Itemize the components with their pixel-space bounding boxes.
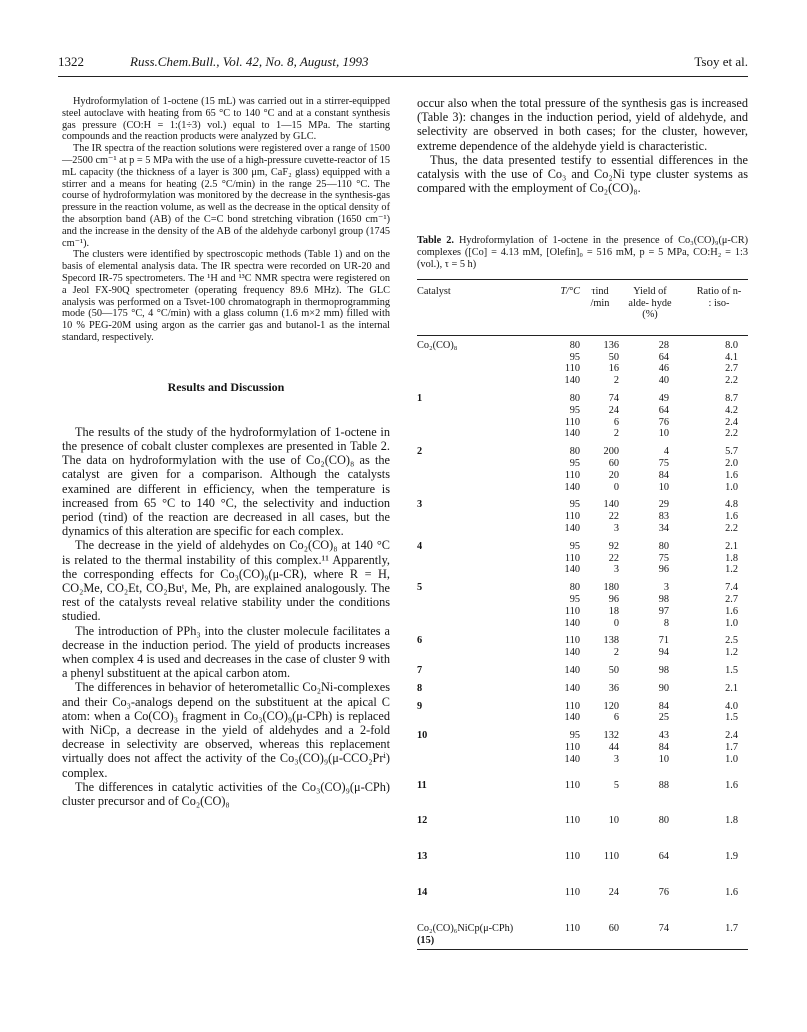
ratio-cell: 1.6	[725, 886, 738, 898]
temperature-cell: 140	[564, 664, 580, 676]
induction-cell: 110	[603, 851, 619, 863]
catalyst-cell: 13	[417, 851, 428, 863]
catalyst-cell: 10	[417, 730, 428, 742]
yield-cell: 29	[658, 499, 669, 511]
induction-cell: 60	[608, 922, 619, 934]
ratio-cell: 1.0	[725, 753, 738, 765]
yield-cell: 88	[658, 779, 669, 791]
induction-cell: 2	[613, 428, 619, 440]
ratio-cell: 7.4	[725, 582, 738, 594]
table-row	[417, 683, 748, 695]
induction-cell: 10	[608, 815, 619, 827]
catalyst-cell: 14	[417, 886, 428, 898]
temperature-cell: 140	[564, 753, 580, 765]
induction-cell: 22	[608, 552, 619, 564]
table-row	[417, 499, 748, 511]
catalyst-cell: 2	[417, 446, 423, 458]
temperature-cell: 110	[564, 552, 580, 564]
ratio-cell: 5.7	[725, 446, 738, 458]
catalyst-cell: 3	[417, 499, 423, 511]
yield-cell: 98	[658, 664, 669, 676]
header-catalyst: Catalyst	[417, 285, 451, 297]
temperature-cell: 110	[564, 605, 580, 617]
table-row	[417, 470, 748, 482]
table-row	[417, 564, 748, 576]
table-row	[417, 606, 748, 618]
induction-cell: 74	[608, 393, 619, 404]
group-spacer	[417, 899, 748, 923]
yield-cell: 64	[658, 351, 669, 363]
table-row	[417, 742, 748, 754]
section-title: Results and Discussion	[167, 379, 285, 394]
ratio-cell: 1.0	[725, 481, 738, 493]
table-row	[417, 780, 748, 792]
yield-cell: 10	[658, 753, 669, 765]
yield-cell: 97	[658, 605, 669, 617]
induction-cell: 24	[608, 886, 619, 898]
yield-cell: 98	[658, 593, 669, 605]
ratio-cell: 1.6	[725, 779, 738, 791]
ratio-cell: 2.4	[725, 730, 738, 742]
ratio-cell: 1.6	[725, 605, 738, 617]
temperature-cell: 95	[569, 351, 580, 363]
temperature-cell: 140	[564, 375, 580, 387]
induction-cell: 24	[608, 404, 619, 416]
table-row	[417, 417, 748, 429]
header-ratio: Ratio of n- : iso-	[696, 285, 742, 309]
table-row	[417, 482, 748, 494]
induction-cell: 120	[603, 700, 619, 712]
yield-cell: 64	[658, 404, 669, 416]
temperature-cell: 80	[569, 393, 580, 404]
table-caption	[417, 235, 748, 270]
ratio-cell: 1.0	[725, 617, 738, 629]
yield-cell: 76	[658, 886, 669, 898]
table-row	[417, 553, 748, 565]
catalyst-cell: 6	[417, 635, 423, 647]
experimental-paragraph-2: The IR spectra of the reaction solutions were registered over a range of 1500—2500 cm⁻¹ at p = 5 MPa with the use of a high-pressure cuvette-reactor of 15 mL capacity (the thickness of a layer is 300 μm, CaF₂ glass) equipped with a stirrer and a means for heating (2.5 °C/min) in the range 25—110 °C. The course of hydroformylation was monitored by the decrease in the synthesis-gas pressure in the reaction volume, as well as the decrease in the optical density of the absorption band (AB) of the C=C bond stretching vibration (1650 cm⁻¹) and the increase in the density of the AB of the aldehyde carbonyl group (1745 cm⁻¹).	[62, 143, 391, 249]
induction-cell: 6	[613, 712, 619, 724]
ratio-cell: 2.5	[725, 635, 738, 647]
header-yield: Yield of alde- hyde (%)	[628, 285, 672, 321]
temperature-cell: 110	[564, 511, 580, 523]
table-row	[417, 665, 748, 677]
induction-cell: 180	[603, 582, 619, 594]
induction-cell: 5	[613, 779, 619, 791]
induction-cell: 2	[613, 375, 619, 387]
table-label: Table 2.	[417, 235, 454, 247]
induction-cell: 2	[613, 647, 619, 659]
temperature-cell: 110	[564, 851, 580, 863]
ratio-cell: 1.9	[725, 851, 738, 863]
temperature-cell: 110	[564, 886, 580, 898]
table-row	[417, 458, 748, 470]
yield-cell: 46	[658, 363, 669, 375]
temperature-cell: 140	[564, 647, 580, 659]
table-row	[417, 405, 748, 417]
yield-cell: 75	[658, 552, 669, 564]
induction-cell: 136	[603, 339, 619, 351]
group-spacer	[417, 791, 748, 815]
group-spacer	[417, 766, 748, 780]
catalyst-cell: 11	[417, 779, 427, 791]
temperature-cell: 140	[564, 712, 580, 724]
temperature-cell: 110	[564, 700, 580, 712]
results-paragraph-1: The results of the study of the hydroformylation of 1-octene in the presence of cobalt cluster complexes are presented in Table 2. The data on hydroformylation with the use of Co₂(CO)₈ as the catalyst are given for a comparison. Although the catalysts examined are different in efficiency, when the temperature is increased from 65 °C to 140 °C, the selectivity and induction period (τind) of the reaction are decreased in all cases, but the dynamics of this alteration are specific for each complex.	[62, 424, 390, 539]
yield-cell: 84	[658, 741, 669, 753]
temperature-cell: 80	[569, 446, 580, 458]
temperature-cell: 80	[569, 582, 580, 594]
yield-cell: 49	[658, 393, 669, 404]
induction-cell: 20	[608, 469, 619, 481]
table-row	[417, 712, 748, 724]
results-paragraph-4: The differences in behavior of heterometallic Co₂Ni-complexes and their Co₃-analogs depend on the substituent at the apical C atom: when a Co(CO)₃ fragment in Co₃(CO)₉(μ-CPh) is replaced with NiCp, a decrease in the yield of aldehydes and a 2-fold decrease in selectivity are observed, whereas this replacement virtually does not affect the activity of the Co₃(CO)₉(μ-CCO₂Prⁱ) complex.	[62, 680, 390, 780]
induction-cell: 60	[608, 457, 619, 469]
ratio-cell: 2.1	[725, 540, 738, 552]
table-bottom-rule	[417, 949, 748, 950]
temperature-cell: 140	[564, 564, 580, 576]
induction-cell: 200	[603, 446, 619, 458]
yield-cell: 75	[658, 457, 669, 469]
header-temperature: T/°C	[560, 285, 580, 297]
ratio-cell: 1.6	[725, 469, 738, 481]
table-row	[417, 352, 748, 364]
header-induction: τind /min	[590, 285, 610, 309]
conclusion-paragraph: Thus, the data presented testify to essential differences in the catalysis with the use of Co₃ and Co₂Ni type cluster systems as compared with the employment of Co₂(CO)₈.	[417, 152, 748, 196]
ratio-cell: 1.8	[725, 815, 738, 827]
table-row	[417, 582, 748, 594]
temperature-cell: 140	[564, 682, 580, 694]
group-spacer	[417, 863, 748, 887]
ratio-cell: 8.0	[725, 339, 738, 351]
temperature-cell: 140	[564, 428, 580, 440]
table-row	[417, 594, 748, 606]
yield-cell: 34	[658, 522, 669, 534]
induction-cell: 138	[603, 635, 619, 647]
results-paragraph-5: The differences in catalytic activities of the Co₃(CO)₉(μ-CPh) cluster precursor and of Co₂(CO)₈	[62, 779, 390, 809]
ratio-cell: 2.1	[725, 682, 738, 694]
temperature-cell: 110	[564, 469, 580, 481]
catalyst-cell-suffix: (15)	[417, 934, 435, 946]
ratio-cell: 1.7	[725, 741, 738, 753]
ratio-cell: 1.8	[725, 552, 738, 564]
induction-cell: 50	[608, 351, 619, 363]
right-column	[417, 96, 748, 950]
ratio-cell: 1.7	[725, 922, 738, 934]
ratio-cell: 2.2	[725, 522, 738, 534]
ratio-cell: 8.7	[725, 393, 738, 404]
temperature-cell: 80	[569, 339, 580, 351]
ratio-cell: 2.7	[725, 593, 738, 605]
page-number: 1322	[58, 54, 84, 69]
table-row	[417, 428, 748, 440]
yield-cell: 64	[658, 851, 669, 863]
yield-cell: 96	[658, 564, 669, 576]
yield-cell: 80	[658, 815, 669, 827]
temperature-cell: 110	[564, 416, 580, 428]
results-paragraph-2: The decrease in the yield of aldehydes on Co₂(CO)₈ at 140 °C is related to the thermal instability of this complex.¹¹ Apparently, the corresponding effects for Co₃(CO)₉(μ-CR), where R = H, CO₂Me, CO₂Et, CO₂Buᵗ, Me, Ph, are explained analogously. The rest of the catalysts reveal relative stability under the conditions studied.	[62, 538, 390, 624]
table-row	[417, 815, 748, 827]
table-row	[417, 511, 748, 523]
ratio-cell: 4.8	[725, 499, 738, 511]
induction-cell: 140	[603, 499, 619, 511]
table-row	[417, 523, 748, 535]
temperature-cell: 110	[564, 815, 580, 827]
table-row	[417, 375, 748, 387]
ratio-cell: 4.0	[725, 700, 738, 712]
continued-paragraph: occur also when the total pressure of the synthesis gas is increased (Table 3): changes in the induction period, yield of aldehyde, and selectivity are observed in both cases; for the cluster, however, extreme dependence of the aldehyde yield is characteristic.	[417, 96, 748, 153]
temperature-cell: 110	[564, 741, 580, 753]
table-row	[417, 851, 748, 863]
header-rule	[58, 76, 748, 77]
catalyst-cell: 7	[417, 664, 423, 676]
table-row	[417, 647, 748, 659]
yield-cell: 83	[658, 511, 669, 523]
induction-cell: 50	[608, 664, 619, 676]
induction-cell: 132	[603, 730, 619, 742]
yield-cell: 76	[658, 416, 669, 428]
table-row	[417, 446, 748, 458]
table-row	[417, 887, 748, 899]
ratio-cell: 2.2	[725, 375, 738, 387]
catalyst-cell: 12	[417, 815, 428, 827]
induction-cell: 36	[608, 682, 619, 694]
group-spacer	[417, 827, 748, 851]
table-row	[417, 923, 748, 935]
yield-cell: 4	[663, 446, 669, 458]
temperature-cell: 110	[564, 779, 580, 791]
yield-cell: 74	[658, 922, 669, 934]
catalyst-cell: Co₂(CO)₆NiCp(μ-CPh)	[417, 922, 514, 934]
ratio-cell: 2.0	[725, 457, 738, 469]
induction-cell: 6	[613, 416, 619, 428]
yield-cell: 10	[658, 481, 669, 493]
induction-cell: 3	[613, 564, 619, 576]
ratio-cell: 2.7	[725, 363, 738, 375]
yield-cell: 90	[658, 682, 669, 694]
experimental-paragraph-1: Hydroformylation of 1-octene (15 mL) was carried out in a stirrer-equipped steel autoclave with heating from 65 °C to 140 °C and at a constant synthesis gas pressure (CO:H = 1:(1÷3) vol.) equal to 1—15 MPa. The starting compounds and the reaction products were analyzed by GLC.	[62, 96, 390, 143]
temperature-cell: 140	[564, 522, 580, 534]
yield-cell: 84	[658, 700, 669, 712]
journal-reference: Russ.Chem.Bull., Vol. 42, No. 8, August, 1993	[130, 54, 369, 69]
temperature-cell: 110	[564, 922, 580, 934]
induction-cell: 0	[613, 481, 619, 493]
page-header	[58, 54, 748, 76]
table-row	[417, 935, 748, 947]
table-row	[417, 393, 748, 405]
ratio-cell: 2.4	[725, 416, 738, 428]
catalyst-cell: 8	[417, 682, 423, 694]
yield-cell: 43	[658, 730, 669, 742]
catalyst-cell: Co₂(CO)₈	[417, 339, 458, 351]
temperature-cell: 95	[569, 404, 580, 416]
induction-cell: 16	[608, 363, 619, 375]
induction-cell: 0	[613, 617, 619, 629]
catalyst-cell: 5	[417, 582, 423, 594]
ratio-cell: 4.1	[725, 351, 738, 363]
yield-cell: 10	[658, 428, 669, 440]
temperature-cell: 140	[564, 617, 580, 629]
induction-cell: 96	[608, 593, 619, 605]
running-authors: Tsoy et al.	[694, 54, 748, 69]
catalyst-cell: 9	[417, 700, 423, 712]
table-row	[417, 541, 748, 553]
induction-cell: 22	[608, 511, 619, 523]
catalyst-cell: 1	[417, 393, 423, 404]
table-header	[417, 280, 748, 335]
ratio-cell: 1.2	[725, 647, 738, 659]
induction-cell: 3	[613, 522, 619, 534]
ratio-cell: 2.2	[725, 428, 738, 440]
yield-cell: 80	[658, 540, 669, 552]
temperature-cell: 95	[569, 540, 580, 552]
ratio-cell: 1.5	[725, 664, 738, 676]
table-row	[417, 701, 748, 713]
catalyst-cell: 4	[417, 540, 423, 552]
table-caption-text: Hydroformylation of 1-octene in the presence of Co₃(CO)₉(μ-CR) complexes ([Co] = 4.13 mM, [Olefin]₀ = 516 mM, p = 5 MPa, CO:H₂ = 1:3 (vol.), τ = 5 h)	[417, 235, 748, 271]
temperature-cell: 110	[564, 635, 580, 647]
table-row	[417, 618, 748, 630]
experimental-paragraph-3: The clusters were identified by spectroscopic methods (Table 1) and on the basis of elemental analysis data. The IR spectra were recorded on UR-20 and Specord IR-75 spectrometers. The ¹H and ¹³C NMR spectra were registered on a Jeol FX-90Q spectrometer (operating frequency 89.6 MHz). The GLC analysis was performed on a Tsvet-100 chromatograph in thermoprogramming mode (50—175 °C, 4 °C/min) with a glass column (1.6 m×2 mm) filled with 10 % PEG-20M using argon as the carrier gas and butanol-1 as the internal standard, respectively.	[62, 249, 390, 343]
temperature-cell: 140	[564, 481, 580, 493]
table-row	[417, 754, 748, 766]
table-row	[417, 340, 748, 352]
table-row	[417, 635, 748, 647]
ratio-cell: 1.6	[725, 511, 738, 523]
temperature-cell: 95	[569, 457, 580, 469]
temperature-cell: 95	[569, 730, 580, 742]
ratio-cell: 1.2	[725, 564, 738, 576]
yield-cell: 40	[658, 375, 669, 387]
table-body	[417, 336, 748, 950]
yield-cell: 84	[658, 469, 669, 481]
temperature-cell: 110	[564, 363, 580, 375]
ratio-cell: 4.2	[725, 404, 738, 416]
yield-cell: 3	[663, 582, 669, 594]
yield-cell: 94	[658, 647, 669, 659]
yield-cell: 25	[658, 712, 669, 724]
induction-cell: 3	[613, 753, 619, 765]
table-row	[417, 363, 748, 375]
yield-cell: 28	[658, 339, 669, 351]
table-row	[417, 730, 748, 742]
yield-cell: 8	[663, 617, 669, 629]
ratio-cell: 1.5	[725, 712, 738, 724]
induction-cell: 44	[608, 741, 619, 753]
temperature-cell: 95	[569, 593, 580, 605]
left-column	[62, 96, 390, 808]
induction-cell: 92	[608, 540, 619, 552]
temperature-cell: 95	[569, 499, 580, 511]
induction-cell: 18	[608, 605, 619, 617]
yield-cell: 71	[658, 635, 669, 647]
results-paragraph-3: The introduction of PPh₃ into the cluster molecule facilitates a decrease in the induction period. The yield of products increases when complex 4 is used and decreases in the case of cluster 9 with a phenyl substituent at the apical carbon atom.	[62, 623, 390, 681]
